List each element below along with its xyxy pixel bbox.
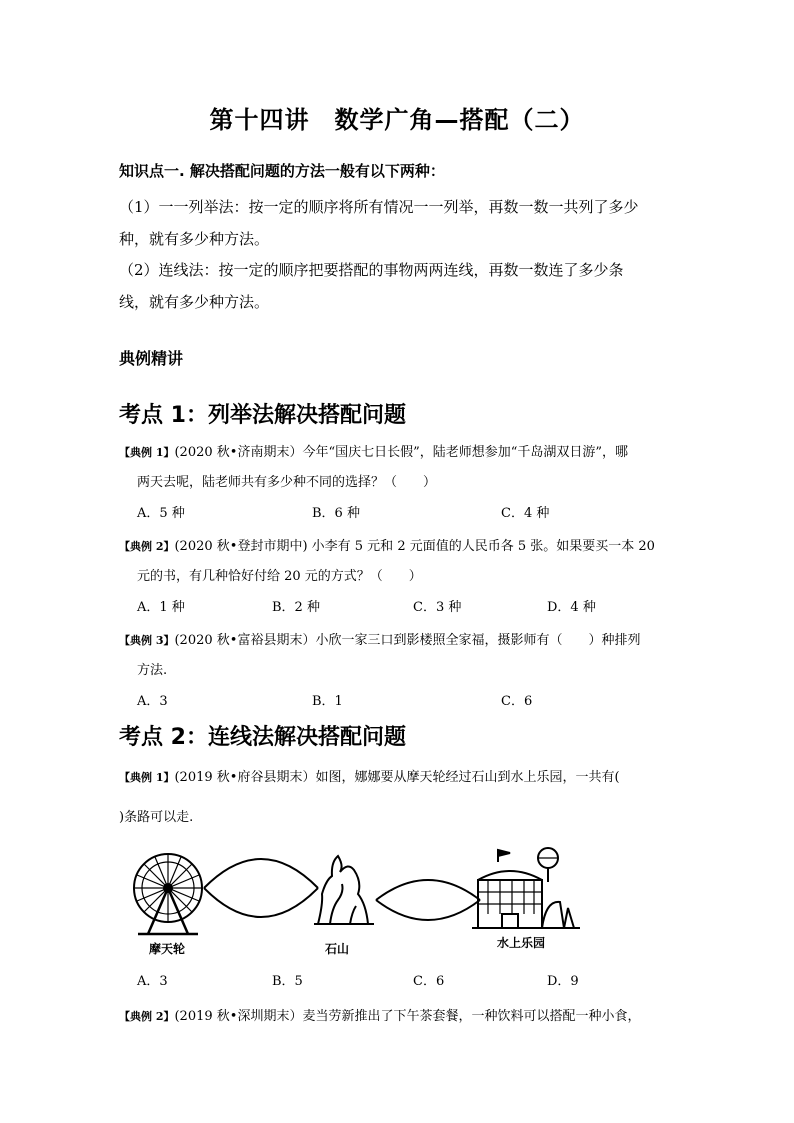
stone-mountain-icon	[314, 856, 374, 924]
water-park-icon	[472, 848, 580, 928]
example-tag: 【典例 3】	[119, 634, 175, 647]
kaodian2-title: 考点 2：连线法解决搭配问题	[119, 725, 406, 750]
method1-line2: 种，就有多少种方法。	[119, 230, 270, 248]
method2-line1: （2）连线法：按一定的顺序把要搭配的事物两两连线，再数一数连了多少条	[119, 261, 624, 279]
example-1-line1	[119, 441, 628, 460]
figure-label-ferris-wheel: 摩天轮	[149, 942, 186, 956]
example-tag: 【典例 1】	[119, 446, 175, 459]
example-1-line2: 两天去呢，陆老师共有多少种不同的选择？（ ）	[137, 475, 437, 490]
option-b: B．1	[312, 694, 343, 709]
option-a: A．5 种	[137, 506, 185, 521]
option-b: B．6 种	[312, 506, 360, 521]
option-a: A．3	[137, 694, 168, 709]
path-lines-left	[204, 859, 318, 917]
figure-label-water-park: 水上乐园	[497, 936, 546, 950]
example-text: (2019 秋•府谷县期末）如图，娜娜要从摩天轮经过石山到水上乐园，一共有(	[174, 770, 620, 785]
page-title: 第十四讲 数学广角—搭配（二）	[209, 106, 585, 134]
option-d: D．4 种	[547, 600, 596, 615]
kaodian1-title: 考点 1：列举法解决搭配问题	[119, 403, 406, 428]
ferris-wheel-icon	[134, 854, 202, 934]
example-3-line2: 方法.	[137, 663, 168, 678]
figure-label-stone-mountain: 石山	[325, 942, 350, 956]
option-a: A．3	[137, 974, 168, 989]
option-b: B．5	[272, 974, 303, 989]
option-c: C．4 种	[501, 506, 550, 521]
example-text: (2020 秋•登封市期中) 小李有 5 元和 2 元面值的人民币各 5 张。如果要买一本 20	[174, 539, 655, 554]
k2-example-1-line2: )条路可以走.	[119, 810, 194, 825]
example-tag: 【典例 2】	[119, 1010, 175, 1023]
k2-example-2-line1	[119, 1005, 640, 1024]
option-d: D．9	[547, 974, 579, 989]
example-tag: 【典例 1】	[119, 771, 175, 784]
k2-example-1-line1	[119, 766, 620, 785]
option-c: C．6	[501, 694, 533, 709]
option-a: A．1 种	[137, 600, 185, 615]
example-text: (2020 秋•济南期末）今年“国庆七日长假”，陆老师想参加“千岛湖双日游”，哪	[174, 445, 629, 460]
option-c: C．6	[413, 974, 445, 989]
method1-line1: （1）一一列举法：按一定的顺序将所有情况一一列举，再数一数一共列了多少	[119, 198, 639, 216]
example-tag: 【典例 2】	[119, 540, 175, 553]
option-c: C．3 种	[413, 600, 462, 615]
method2-line2: 线，就有多少种方法。	[119, 293, 270, 311]
example-3-line1	[119, 629, 640, 648]
example-2-line2: 元的书，有几种恰好付给 20 元的方式？（ ）	[137, 569, 422, 584]
path-lines-right	[376, 880, 480, 920]
option-b: B．2 种	[272, 600, 320, 615]
section-title: 典例精讲	[119, 349, 184, 368]
example-text: (2019 秋•深圳期末）麦当劳新推出了下午茶套餐，一种饮料可以搭配一种小食，	[174, 1009, 641, 1024]
example-text: (2020 秋•富裕县期末）小欣一家三口到影楼照全家福，摄影师有（ ）种排列	[174, 633, 641, 648]
knowledge-heading: 知识点一. 解决搭配问题的方法一般有以下两种：	[119, 162, 445, 180]
example-2-line1	[119, 535, 655, 554]
